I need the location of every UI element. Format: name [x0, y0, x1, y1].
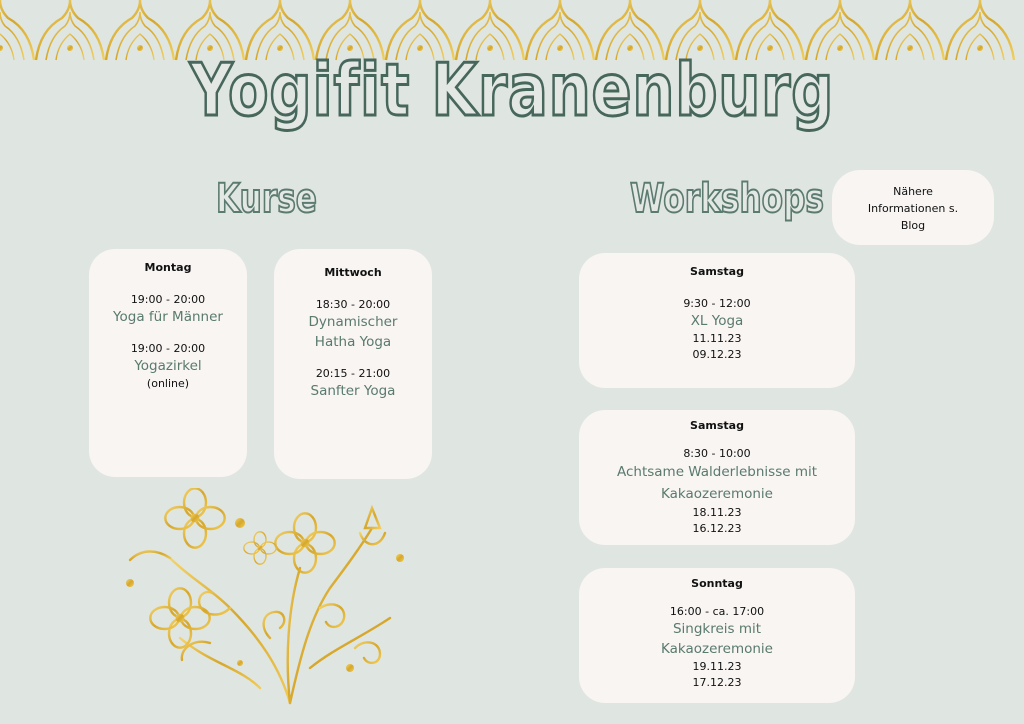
day-label: Samstag — [690, 265, 744, 278]
course-name: Singkreis mit — [672, 621, 762, 637]
course-name: Dynamischer — [308, 314, 398, 330]
date-label: 19.11.23 — [692, 660, 742, 673]
course-card-montag — [89, 249, 247, 477]
course-name: Achtsame Walderlebnisse mit — [616, 464, 818, 480]
day-label: Sonntag — [691, 577, 743, 590]
info-note — [832, 170, 994, 245]
time-label: 16:00 - ca. 17:00 — [669, 605, 765, 618]
time-label: 19:00 - 20:00 — [130, 293, 206, 306]
floral-ornament — [110, 488, 410, 708]
workshop-card-1 — [579, 253, 855, 388]
workshop-card-2 — [579, 410, 855, 545]
info-line: Informationen s. — [867, 202, 959, 215]
info-line: Nähere — [893, 185, 933, 198]
time-label: 8:30 - 10:00 — [683, 447, 751, 460]
kurse-heading: Kurse — [216, 176, 317, 222]
course-name: Kakaozeremonie — [661, 641, 773, 657]
time-label: 9:30 - 12:00 — [683, 297, 751, 310]
course-name: XL Yoga — [690, 313, 744, 329]
page-title: Yogifit Kranenburg — [189, 48, 835, 132]
date-label: 09.12.23 — [692, 348, 742, 361]
workshop-card-3 — [579, 568, 855, 703]
workshops-heading: Workshops — [630, 176, 825, 222]
course-name: Yoga für Männer — [113, 309, 223, 325]
course-name: Yogazirkel — [134, 358, 202, 374]
course-note: (online) — [146, 377, 190, 390]
date-label: 11.11.23 — [692, 332, 742, 345]
course-name: Kakaozeremonie — [661, 486, 773, 502]
info-line: Blog — [900, 219, 926, 232]
date-label: 17.12.23 — [692, 676, 742, 689]
time-label: 20:15 - 21:00 — [315, 367, 391, 380]
day-label: Samstag — [690, 419, 744, 432]
day-label: Montag — [144, 261, 192, 274]
course-name: Sanfter Yoga — [310, 383, 396, 399]
time-label: 19:00 - 20:00 — [130, 342, 206, 355]
course-card-mittwoch — [274, 249, 432, 479]
date-label: 16.12.23 — [692, 522, 742, 535]
course-name: Hatha Yoga — [314, 334, 392, 350]
time-label: 18:30 - 20:00 — [315, 298, 391, 311]
day-label: Mittwoch — [324, 266, 382, 279]
date-label: 18.11.23 — [692, 506, 742, 519]
